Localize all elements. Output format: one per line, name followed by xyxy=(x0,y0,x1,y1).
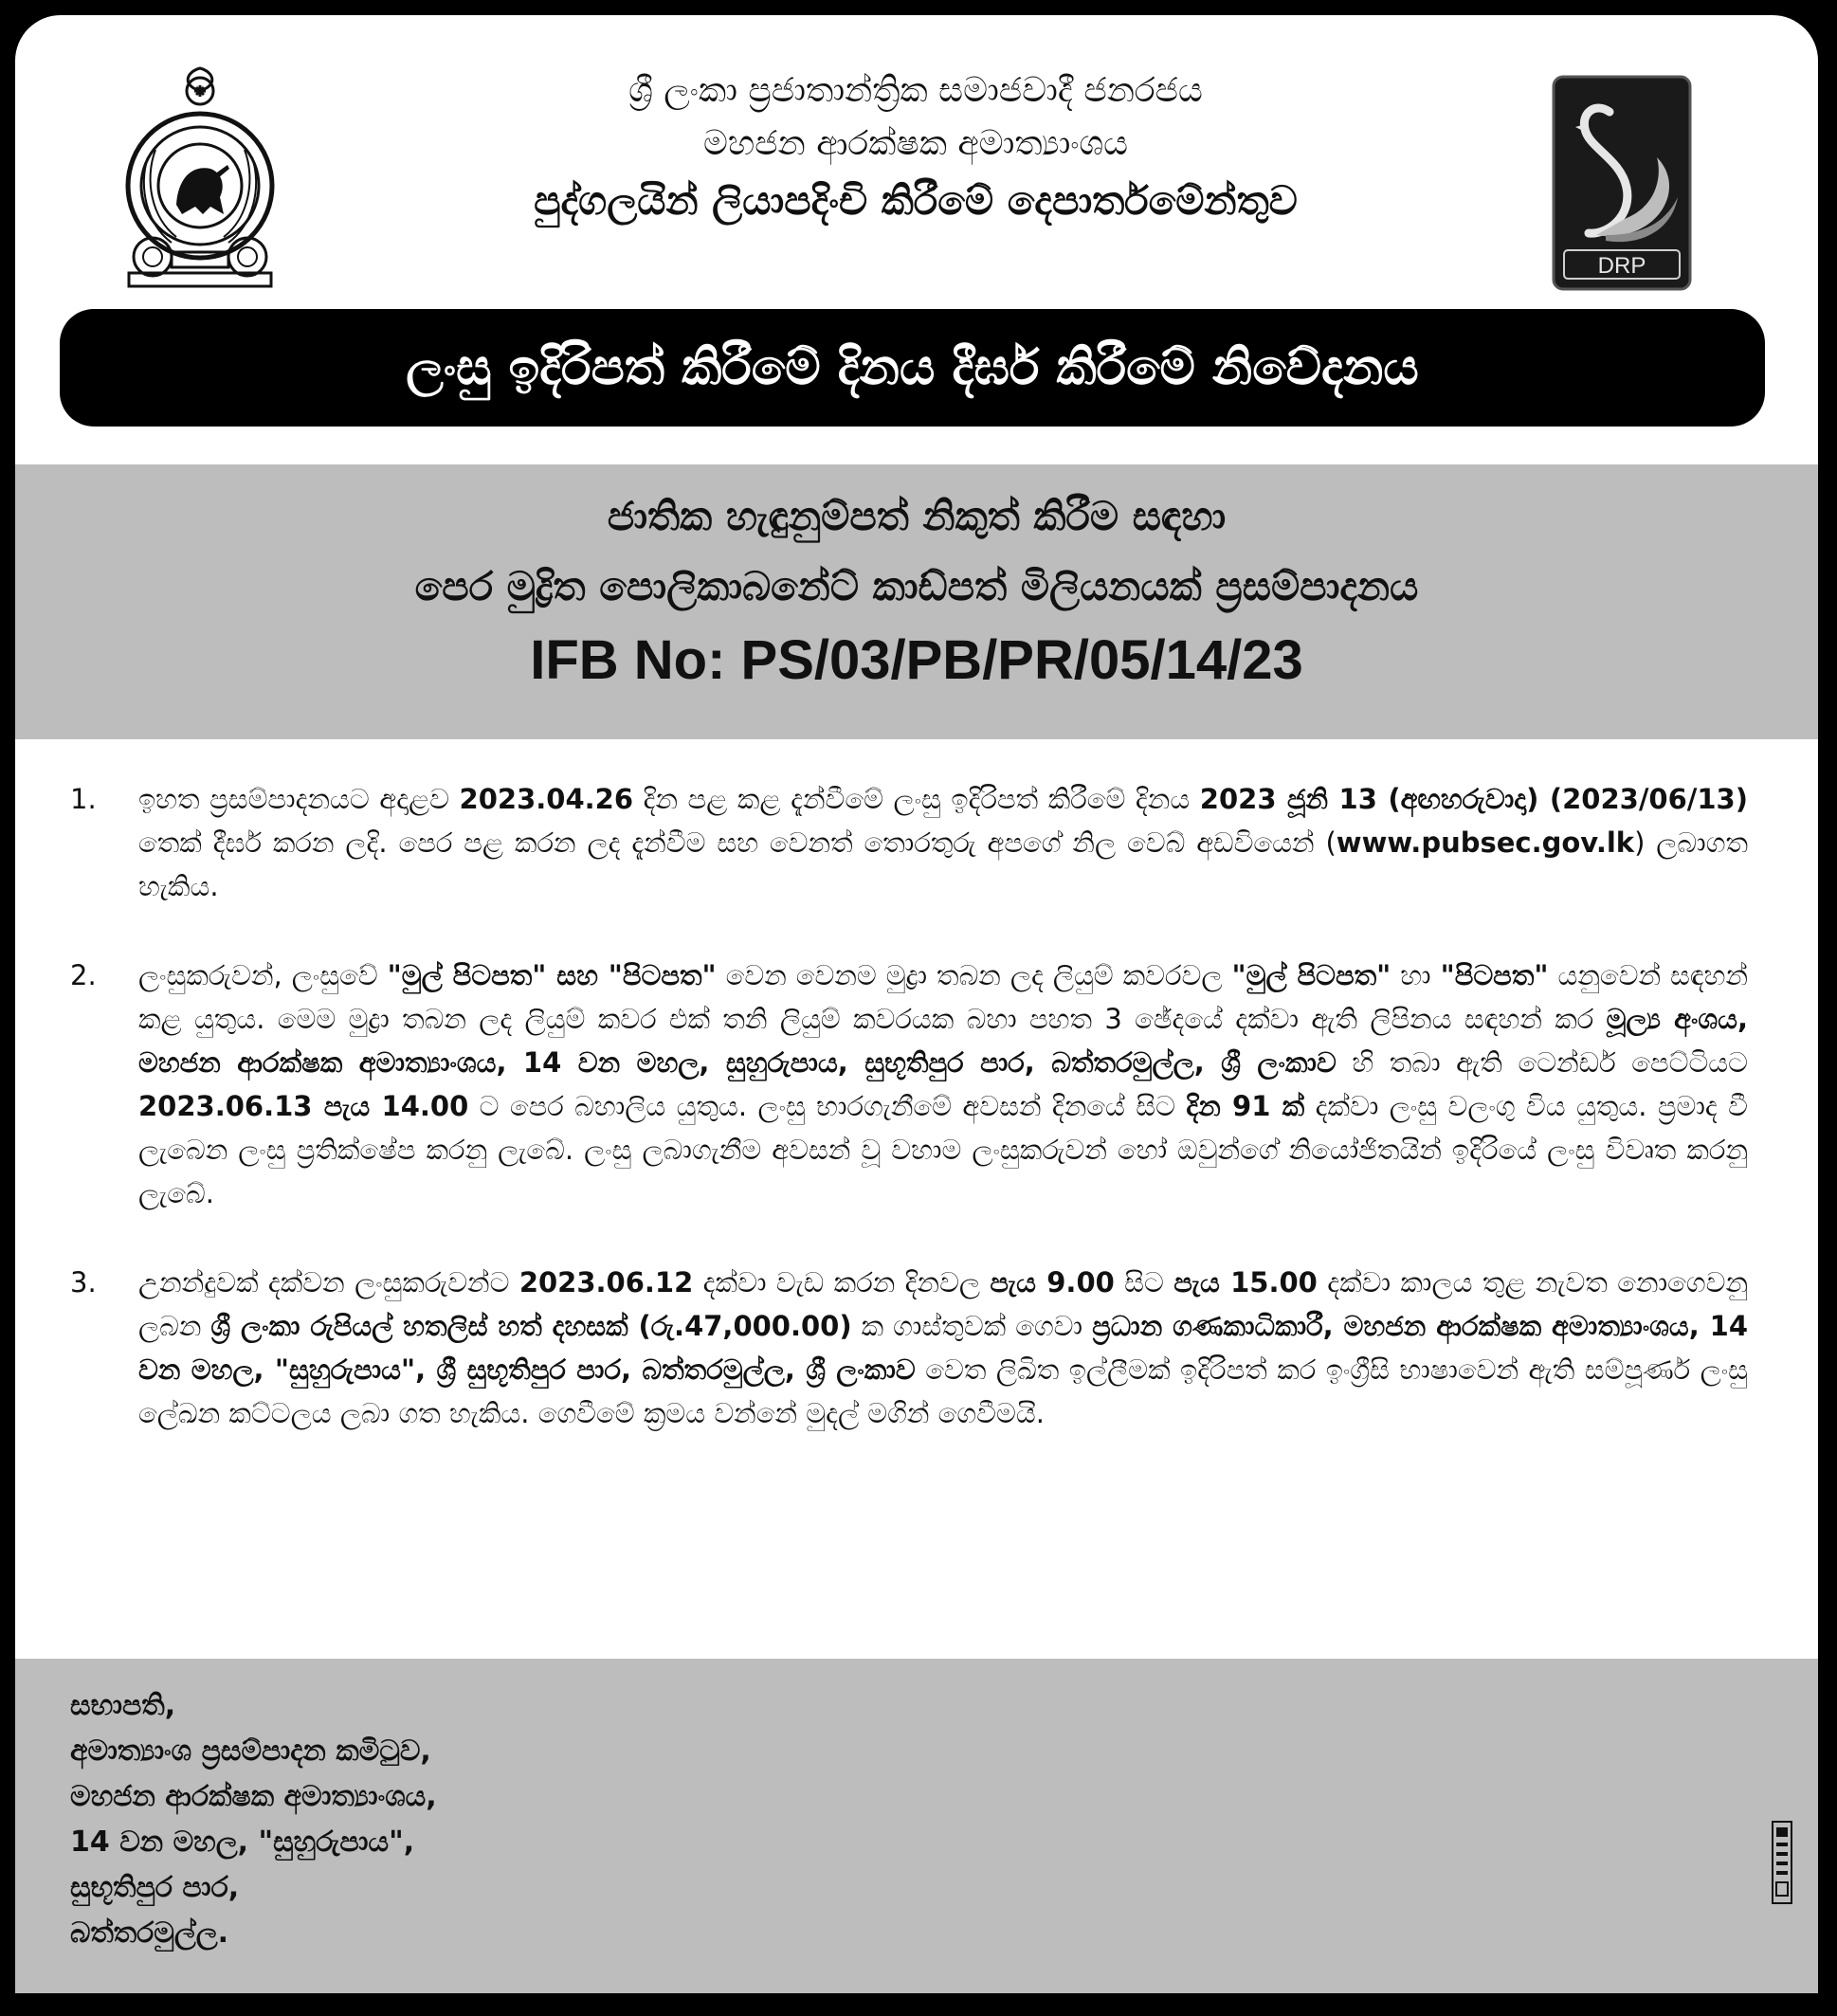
item-text-segment: දින පළ කළ දැන්වීමේ ලංසු ඉදිරිපත් කිරීමේ දිනය xyxy=(633,783,1200,815)
notice-banner xyxy=(60,309,1765,427)
item-number: 3. xyxy=(70,1266,97,1299)
item-text-bold-segment: 2023.06.13 පැය 14.00 xyxy=(138,1090,469,1122)
notice-sheet xyxy=(15,15,1818,1993)
signature-line: 14 වන මහල, "සුහුරුපාය", xyxy=(70,1825,415,1859)
subject-line-2: පෙර මුද්‍රිත පොලිකාබනේට් කාඩ්පත් මිලියනයක් ප්‍රසම්පාදනය xyxy=(414,563,1419,609)
item-text-segment: තෙක් දීර්ඝ කරන ලදි. පෙර පළ කරන ලද දැන්වීම සහ වෙනත් තොරතුරු අපගේ නිල වෙබ් අඩවියෙන් ( xyxy=(138,826,1337,859)
notice-item-1 xyxy=(70,777,1748,908)
item-text-bold-segment: "මුල් පිටපත" xyxy=(1231,959,1391,991)
item-text xyxy=(138,1261,1748,1435)
item-text-segment: ) ලබාගත හැකිය. xyxy=(138,826,1748,902)
item-text xyxy=(138,954,1748,1215)
item-text-bold-segment: මූල්‍ය අංශය, මහජන ආරක්ෂක අමාත්‍යාංශය, 14 වන මහල, සුහුරුපාය, සුභූතිපුර පාර, බත්තරමුල්ල, ශ්‍රී ලංකාව xyxy=(138,1003,1748,1079)
item-text-bold-segment: "මුල් පිටපත" සහ "පිටපත" xyxy=(387,959,717,991)
item-text-segment: සිට xyxy=(1114,1266,1174,1299)
item-text-segment: හි තබා ඇති ටෙන්ඩර් පෙට්ටියට xyxy=(1336,1046,1748,1079)
item-text-bold-segment: 2023.06.12 xyxy=(518,1266,694,1299)
item-text-bold-segment: ශ්‍රී ලංකා රුපියල් හතලිස් හත් දහසක් (රු.47,000.00) xyxy=(210,1310,852,1342)
item-text xyxy=(138,777,1748,908)
item-number: 2. xyxy=(70,959,97,991)
item-text-bold-segment: www.pubsec.gov.lk xyxy=(1336,826,1635,859)
item-text-segment: ඉහත ප්‍රසම්පාදනයට අදාළව xyxy=(138,783,460,815)
header xyxy=(318,64,1513,231)
item-text-bold-segment: ප්‍රධාන ගණකාධිකාරී, මහජන ආරක්ෂක අමාත්‍යාංශය, 14 වන මහල, "සුහුරුපාය", ශ්‍රී සුභූතිපුර පාර, බත්තරමුල්ල, ශ්‍රී ලංකාව xyxy=(138,1310,1749,1386)
item-text-bold-segment: 2023 ජූනි 13 (අඟහරුවාදා) (2023/06/13) xyxy=(1199,783,1748,815)
item-text-segment: යනුවෙන් සඳහන් කළ යුතුය. මෙම මුද්‍රා තබන ලද ලියුම් කවර එක් තනි ලියුම් කවරයක බහා පහත 3 ඡේදයේ දක්වා ඇති ලිපිනය සඳහන් කර xyxy=(138,959,1749,1035)
subject-block xyxy=(15,464,1818,739)
item-text-segment: දක්වා ලංසු වලංගු විය යුතුය. ප්‍රමාද වී ලැබෙන ලංසු ප්‍රතික්ෂේප කරනු ලැබේ. ලංසු ලබාගැනීම අවසන් වූ වහාම ලංසුකරුවන් හෝ ඔවුන්ගේ නියෝජිතයින් ඉදිරියේ ලංසු විවෘත කරනු ලැබේ. xyxy=(138,1090,1748,1209)
header-republic-line: ශ්‍රී ලංකා ප්‍රජාතාන්ත්‍රික සමාජවාදී ජනරජය xyxy=(628,71,1203,110)
notice-item-3 xyxy=(70,1261,1748,1435)
item-text-bold-segment: දින 91 ක් xyxy=(1186,1090,1305,1122)
signature-block xyxy=(15,1659,1818,1993)
subject-line-1: ජාතික හැඳුනුම්පත් නිකුත් කිරීම සඳහා xyxy=(607,493,1227,539)
signature-line: මහජන ආරක්ෂක අමාත්‍යාංශය, xyxy=(70,1780,437,1813)
item-text-segment: ට පෙර බහාලිය යුතුය. ලංසු භාරගැනීමේ අවසන් දිනයේ සිට xyxy=(468,1090,1187,1122)
drp-swan-logo-icon xyxy=(1551,74,1693,292)
item-text-segment: උනන්දුවක් දක්වන ලංසුකරුවන්ට xyxy=(138,1266,519,1299)
item-text-segment: දක්වා වැඩ කරන දිනවල xyxy=(693,1266,991,1299)
item-text-bold-segment: පැය 15.00 xyxy=(1173,1266,1318,1299)
item-text-segment: ලංසුකරුවන්, ලංසුවේ xyxy=(138,959,388,991)
item-text-bold-segment: පැය 9.00 xyxy=(990,1266,1115,1299)
ifb-number: IFB No: PS/03/PB/PR/05/14/23 xyxy=(530,629,1303,691)
signature-line: සභාපති, xyxy=(70,1689,176,1722)
item-text-segment: වෙත ලිඛිත ඉල්ලීමක් ඉදිරිපත් කර ඉංග්‍රීසි භාෂාවෙන් ඇති සම්පූර්ණ ලංසු ලේඛන කට්ටලය ලබා ගත හැකිය. ගෙවීමේ ක්‍රමය වන්නේ මුදල් මගින් ගෙවීමයි. xyxy=(138,1353,1748,1429)
notice-items xyxy=(70,777,1748,1480)
agency-mark-icon xyxy=(1771,1820,1793,1905)
drp-logo-text: DRP xyxy=(1597,253,1646,279)
signature-line: සුභූතිපුර පාර, xyxy=(70,1871,240,1904)
item-text-segment: වෙන වෙනම මුද්‍රා තබන ලද ලියුම් කවරවල xyxy=(716,959,1232,991)
item-text-bold-segment: 2023.04.26 xyxy=(459,783,634,815)
header-ministry-line: මහජන ආරක්ෂක අමාත්‍යාංශය xyxy=(702,124,1129,163)
item-text-segment: ක ගාස්තුවක් ගෙවා xyxy=(851,1310,1093,1342)
signature-line: අමාත්‍යාංශ ප්‍රසම්පාදන කමිටුව, xyxy=(70,1734,431,1768)
signature-line: බත්තරමුල්ල. xyxy=(70,1916,229,1950)
item-text-segment: හා xyxy=(1391,959,1441,991)
header-department-line: පුද්ගලයින් ලියාපදිංචි කිරීමේ දෙපාර්තමේන්තුව xyxy=(534,177,1298,224)
banner-title: ලංසු ඉදිරිපත් කිරීමේ දිනය දීර්ඝ කිරීමේ නිවේදනය xyxy=(406,338,1419,396)
item-text-segment: දක්වා කාලය තුළ නැවත නොගෙවනු ලබන xyxy=(138,1266,1748,1342)
state-emblem-icon xyxy=(119,63,281,290)
notice-item-2 xyxy=(70,954,1748,1215)
item-number: 1. xyxy=(70,783,97,815)
item-text-bold-segment: "පිටපත" xyxy=(1440,959,1549,991)
